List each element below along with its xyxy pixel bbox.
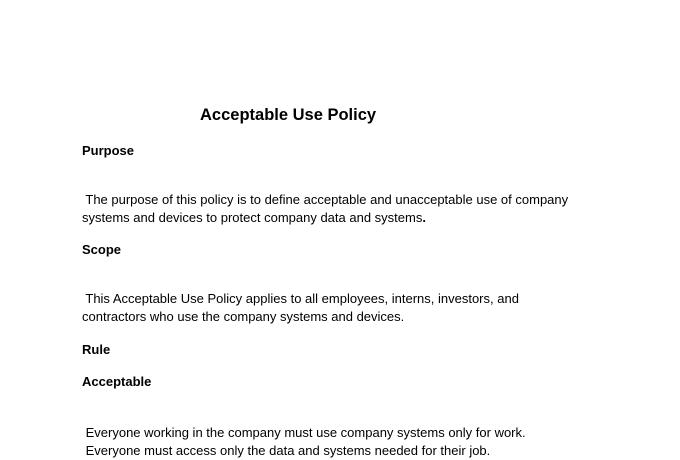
purpose-line-1: The purpose of this policy is to define acceptable and unacceptable use of company bbox=[82, 192, 569, 207]
scope-line-2: contractors who use the company systems and devices. bbox=[82, 309, 405, 324]
scope-paragraph bbox=[82, 290, 642, 326]
purpose-line-end-mark: . bbox=[422, 210, 426, 225]
acceptable-line-1: Everyone working in the company must use company systems only for work. bbox=[82, 425, 526, 440]
section-heading-acceptable: Acceptable bbox=[82, 374, 152, 389]
section-heading-rule: Rule bbox=[82, 342, 111, 357]
document-title: Acceptable Use Policy bbox=[200, 106, 377, 124]
acceptable-paragraph bbox=[82, 424, 642, 460]
scope-line-1: This Acceptable Use Policy applies to all employees, interns, investors, and bbox=[82, 291, 519, 306]
section-heading-scope: Scope bbox=[82, 242, 122, 257]
acceptable-line-2: Everyone must access only the data and systems needed for their job. bbox=[82, 443, 491, 458]
section-heading-purpose: Purpose bbox=[82, 143, 135, 158]
purpose-paragraph bbox=[82, 191, 642, 227]
purpose-line-2: systems and devices to protect company data and systems. bbox=[82, 210, 426, 225]
